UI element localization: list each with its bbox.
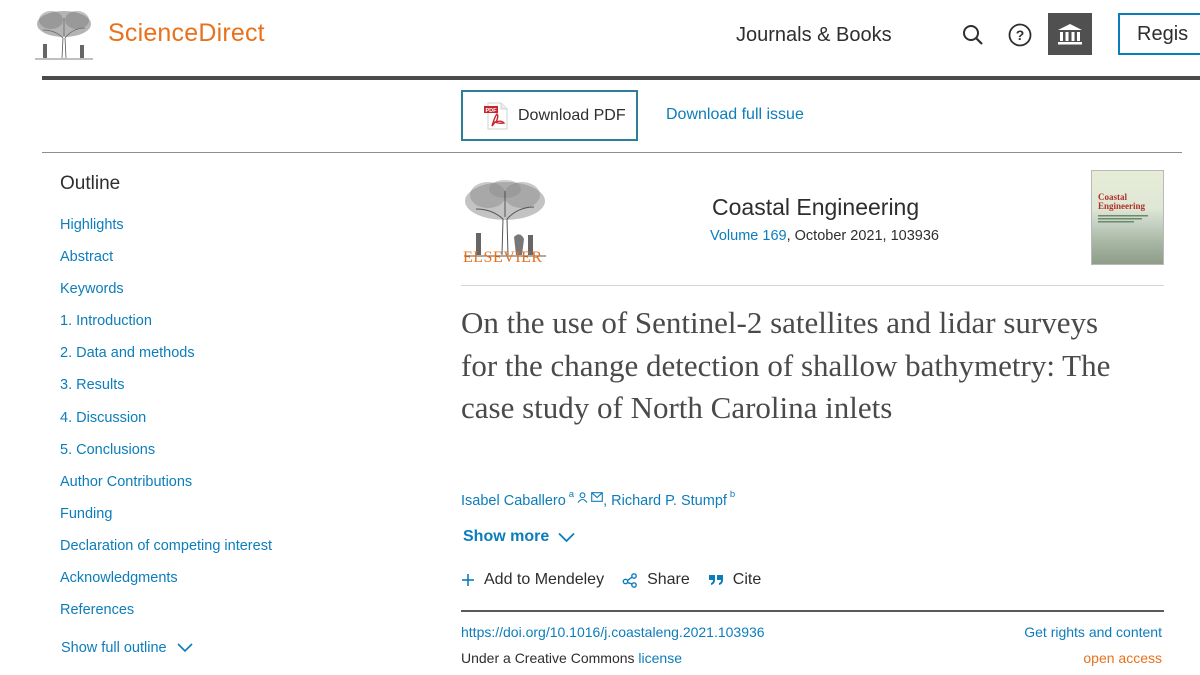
site-header (0, 0, 1200, 78)
rights-link[interactable]: Get rights and content (1024, 624, 1162, 640)
author-list (461, 489, 736, 509)
cite-label: Cite (732, 571, 762, 588)
journal-cover-thumbnail[interactable] (1091, 170, 1164, 265)
show-more-button[interactable] (463, 528, 575, 546)
article-divider (461, 610, 1164, 612)
add-to-mendeley-label: Add to Mendeley (484, 571, 605, 588)
outline-item-introduction[interactable]: 1. Introduction (60, 313, 152, 330)
outline-item-author-contributions[interactable]: Author Contributions (60, 473, 193, 490)
person-icon[interactable] (577, 492, 588, 503)
pdf-file-icon (483, 102, 509, 130)
add-to-mendeley-button[interactable] (461, 571, 604, 589)
outline-item-funding[interactable]: Funding (60, 505, 113, 522)
open-access-badge: open access (1083, 650, 1162, 666)
doi-link[interactable]: https://doi.org/10.1016/j.coastaleng.2021.103936 (461, 624, 765, 640)
sciencedirect-brand[interactable]: ScienceDirect (108, 19, 265, 47)
search-button[interactable] (958, 20, 988, 50)
outline-item-results[interactable]: 3. Results (60, 377, 125, 394)
quote-icon (708, 574, 724, 586)
cover-subtitle-text (1098, 214, 1156, 226)
license-statement (461, 650, 682, 666)
plus-icon (461, 573, 475, 587)
chevron-down-icon (177, 643, 193, 653)
outline-item-competing-interest[interactable]: Declaration of competing interest (60, 537, 272, 554)
show-full-outline-button[interactable] (61, 640, 193, 656)
journal-issue-info (710, 228, 939, 244)
header-divider (42, 76, 1200, 80)
volume-link[interactable]: Volume 169 (710, 228, 787, 244)
outline-heading: Outline (60, 173, 121, 194)
issue-details: , October 2021, 103936 (786, 228, 939, 244)
article-title: On the use of Sentinel-2 satellites and lidar surveys for the change detection of shallow bathymetry: The case study of North Carolina inlets (461, 305, 1111, 425)
outline-item-keywords[interactable]: Keywords (60, 281, 124, 298)
elsevier-tree-logo[interactable] (33, 8, 95, 60)
elsevier-wordmark: ELSEVIER (463, 249, 543, 266)
share-icon (622, 572, 638, 588)
share-label: Share (647, 571, 690, 588)
outline-item-abstract[interactable]: Abstract (60, 249, 114, 266)
download-pdf-label: Download PDF (518, 106, 626, 124)
author-link[interactable]: Isabel Caballero (461, 493, 566, 509)
outline-list (60, 217, 272, 634)
chevron-down-icon (558, 532, 575, 543)
article-actions (461, 571, 779, 589)
register-button[interactable]: Regis (1118, 13, 1200, 55)
institution-button[interactable] (1048, 13, 1092, 55)
download-full-issue-link[interactable]: Download full issue (666, 106, 804, 123)
affiliation-marker[interactable]: b (729, 489, 736, 500)
svg-text:PDF: PDF (485, 107, 497, 114)
outline-item-references[interactable]: References (60, 602, 135, 619)
help-button[interactable] (1005, 20, 1035, 50)
outline-item-conclusions[interactable]: 5. Conclusions (60, 441, 156, 458)
license-link[interactable]: license (638, 650, 682, 666)
search-icon (961, 23, 985, 47)
institution-icon (1057, 22, 1083, 46)
journals-books-link[interactable]: Journals & Books (736, 24, 892, 46)
share-button[interactable] (622, 571, 690, 589)
help-icon (1007, 22, 1033, 48)
affiliation-marker[interactable]: a (568, 489, 575, 500)
outline-item-highlights[interactable]: Highlights (60, 217, 124, 233)
outline-item-acknowledgments[interactable]: Acknowledgments (60, 570, 178, 587)
cover-title: Coastal Engineering (1098, 192, 1146, 211)
journal-divider (461, 285, 1164, 286)
download-pdf-button[interactable] (461, 90, 638, 141)
show-full-outline-label: Show full outline (61, 640, 167, 656)
journal-title[interactable]: Coastal Engineering (712, 194, 920, 220)
envelope-icon[interactable] (591, 492, 603, 502)
license-prefix: Under a Creative Commons (461, 650, 639, 666)
author-separator: , (603, 493, 608, 509)
show-more-label: Show more (463, 528, 550, 545)
outline-item-discussion[interactable]: 4. Discussion (60, 409, 147, 426)
cite-button[interactable] (708, 571, 761, 589)
author-link[interactable]: Richard P. Stumpf (611, 493, 727, 509)
svg-text:?: ? (1015, 27, 1025, 43)
toolbar-divider (42, 152, 1182, 153)
outline-item-data-methods[interactable]: 2. Data and methods (60, 345, 195, 362)
